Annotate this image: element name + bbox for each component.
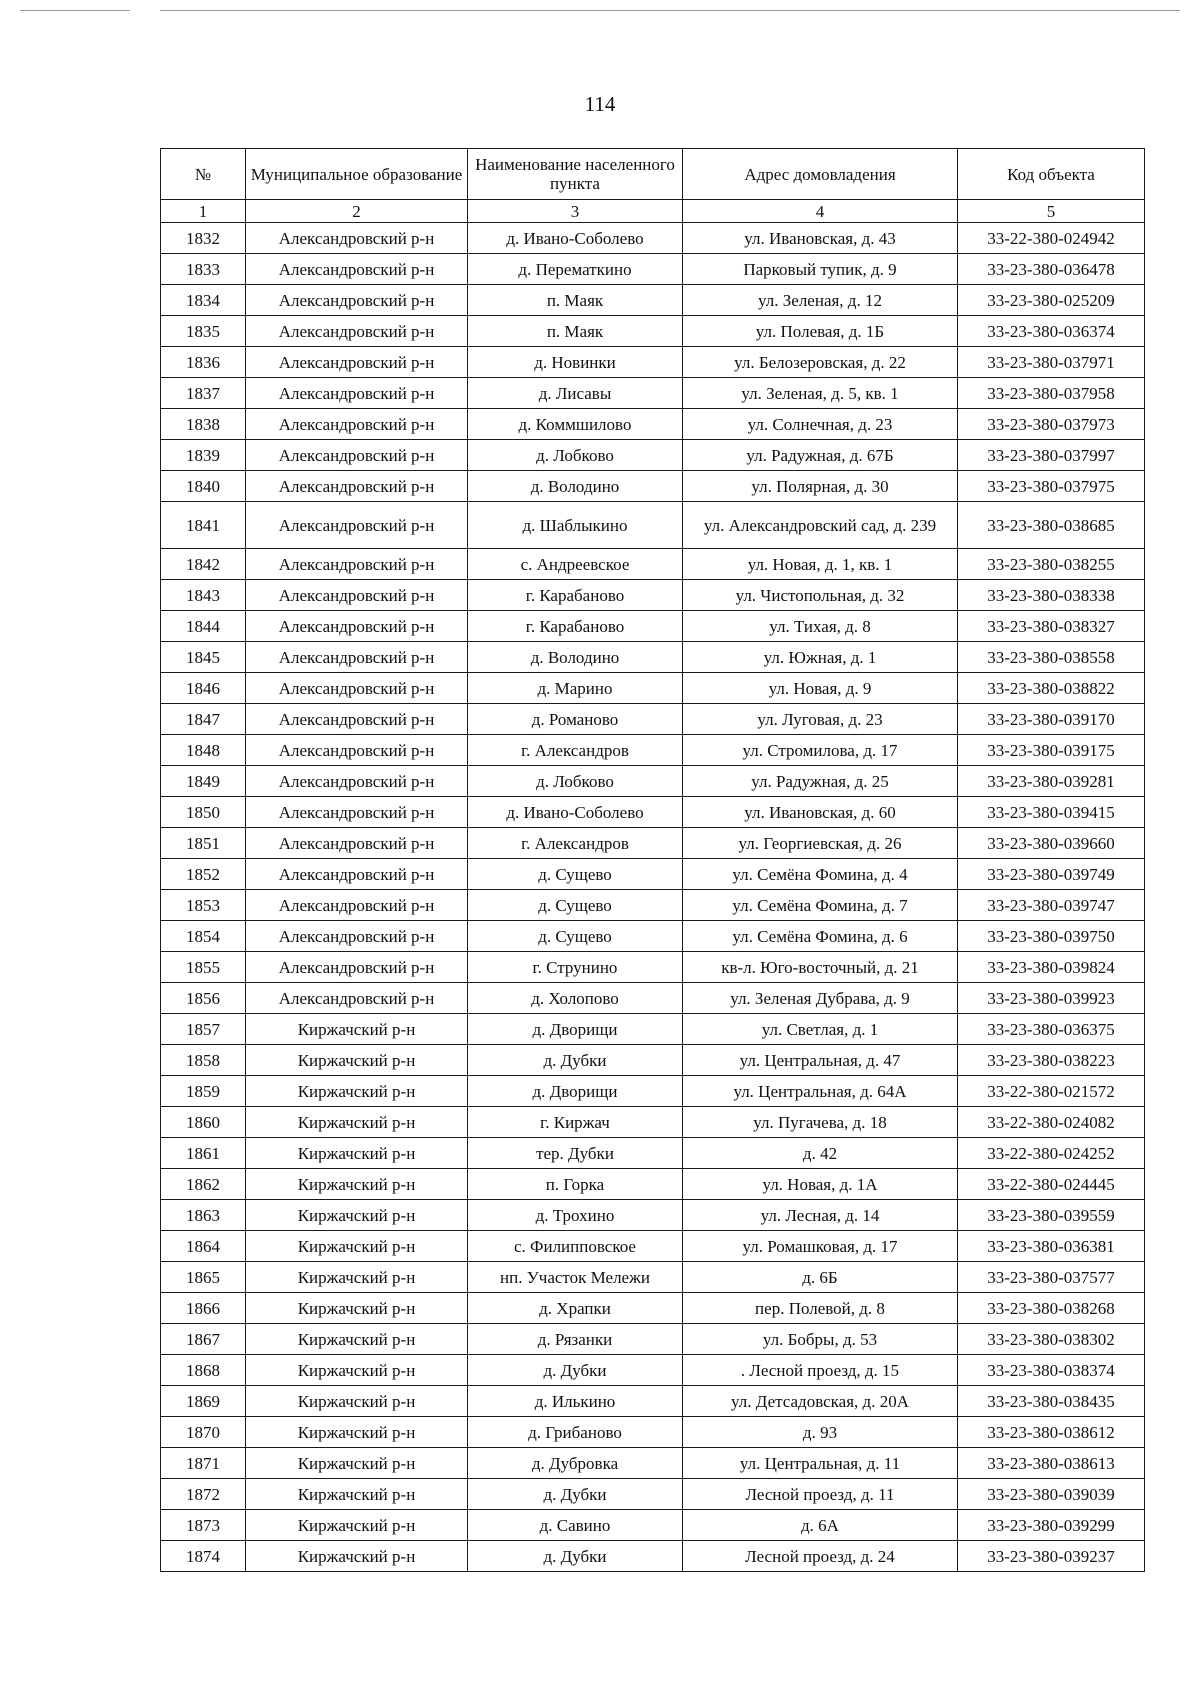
- settlement-cell: д. Дубки: [468, 1045, 683, 1076]
- address-cell: ул. Бобры, д. 53: [683, 1324, 958, 1355]
- row-number-cell: 1854: [161, 921, 246, 952]
- settlement-cell: с. Филипповское: [468, 1231, 683, 1262]
- municipality-cell: Александровский р-н: [246, 766, 468, 797]
- municipality-cell: Александровский р-н: [246, 642, 468, 673]
- row-number-cell: 1864: [161, 1231, 246, 1262]
- municipality-cell: Александровский р-н: [246, 254, 468, 285]
- address-cell: кв-л. Юго-восточный, д. 21: [683, 952, 958, 983]
- scan-top-edge-line: [160, 10, 1180, 11]
- object-code-cell: 33-23-380-039660: [958, 828, 1145, 859]
- settlement-cell: д. Коммшилово: [468, 409, 683, 440]
- address-cell: ул. Радужная, д. 25: [683, 766, 958, 797]
- object-code-cell: 33-23-380-039559: [958, 1200, 1145, 1231]
- row-number-cell: 1835: [161, 316, 246, 347]
- municipality-cell: Киржачский р-н: [246, 1262, 468, 1293]
- address-cell: ул. Полевая, д. 1Б: [683, 316, 958, 347]
- object-code-cell: 33-23-380-037971: [958, 347, 1145, 378]
- settlement-cell: д. Дубки: [468, 1541, 683, 1572]
- municipality-cell: Киржачский р-н: [246, 1231, 468, 1262]
- table-row: [161, 1169, 1145, 1200]
- header-municipality: Муниципальное образование: [246, 149, 468, 200]
- address-cell: д. 6Б: [683, 1262, 958, 1293]
- table-row: [161, 735, 1145, 766]
- address-cell: д. 42: [683, 1138, 958, 1169]
- table-row: [161, 1324, 1145, 1355]
- row-number-cell: 1850: [161, 797, 246, 828]
- municipality-cell: Александровский р-н: [246, 890, 468, 921]
- table-row: [161, 797, 1145, 828]
- address-cell: ул. Центральная, д. 64А: [683, 1076, 958, 1107]
- address-cell: ул. Стромилова, д. 17: [683, 735, 958, 766]
- settlement-cell: нп. Участок Мележи: [468, 1262, 683, 1293]
- municipality-cell: Киржачский р-н: [246, 1510, 468, 1541]
- settlement-cell: д. Лобково: [468, 766, 683, 797]
- address-cell: пер. Полевой, д. 8: [683, 1293, 958, 1324]
- municipality-cell: Александровский р-н: [246, 921, 468, 952]
- address-cell: ул. Центральная, д. 11: [683, 1448, 958, 1479]
- header-settlement: Наименование населенного пункта: [468, 149, 683, 200]
- address-cell: ул. Новая, д. 9: [683, 673, 958, 704]
- address-cell: ул. Семёна Фомина, д. 6: [683, 921, 958, 952]
- municipality-cell: Александровский р-н: [246, 316, 468, 347]
- address-cell: ул. Семёна Фомина, д. 4: [683, 859, 958, 890]
- settlement-cell: п. Маяк: [468, 285, 683, 316]
- table-row: [161, 409, 1145, 440]
- object-code-cell: 33-23-380-039237: [958, 1541, 1145, 1572]
- object-code-cell: 33-23-380-038223: [958, 1045, 1145, 1076]
- table-row: [161, 316, 1145, 347]
- object-code-cell: 33-23-380-038435: [958, 1386, 1145, 1417]
- row-number-cell: 1846: [161, 673, 246, 704]
- row-number-cell: 1847: [161, 704, 246, 735]
- settlement-cell: д. Рязанки: [468, 1324, 683, 1355]
- address-cell: ул. Лесная, д. 14: [683, 1200, 958, 1231]
- settlement-cell: г. Карабаново: [468, 580, 683, 611]
- row-number-cell: 1870: [161, 1417, 246, 1448]
- object-code-cell: 33-22-380-024942: [958, 223, 1145, 254]
- table-row: [161, 828, 1145, 859]
- municipality-cell: Киржачский р-н: [246, 1045, 468, 1076]
- object-code-cell: 33-23-380-038613: [958, 1448, 1145, 1479]
- object-code-cell: 33-23-380-039824: [958, 952, 1145, 983]
- settlement-cell: г. Александров: [468, 735, 683, 766]
- municipality-cell: Киржачский р-н: [246, 1355, 468, 1386]
- object-code-cell: 33-23-380-025209: [958, 285, 1145, 316]
- settlement-cell: д. Сущево: [468, 859, 683, 890]
- table-row: [161, 611, 1145, 642]
- address-cell: ул. Семёна Фомина, д. 7: [683, 890, 958, 921]
- address-cell: ул. Ивановская, д. 43: [683, 223, 958, 254]
- table-row: [161, 766, 1145, 797]
- object-code-cell: 33-23-380-038338: [958, 580, 1145, 611]
- address-cell: ул. Ивановская, д. 60: [683, 797, 958, 828]
- row-number-cell: 1873: [161, 1510, 246, 1541]
- address-cell: ул. Детсадовская, д. 20А: [683, 1386, 958, 1417]
- municipality-cell: Александровский р-н: [246, 952, 468, 983]
- row-number-cell: 1867: [161, 1324, 246, 1355]
- municipality-cell: Александровский р-н: [246, 285, 468, 316]
- table-row: [161, 549, 1145, 580]
- table-row: [161, 1231, 1145, 1262]
- municipality-cell: Киржачский р-н: [246, 1386, 468, 1417]
- address-cell: Лесной проезд, д. 11: [683, 1479, 958, 1510]
- scan-top-edge-line: [20, 10, 130, 11]
- row-number-cell: 1868: [161, 1355, 246, 1386]
- settlement-cell: д. Илькино: [468, 1386, 683, 1417]
- municipality-cell: Александровский р-н: [246, 223, 468, 254]
- table-row: [161, 890, 1145, 921]
- settlement-cell: д. Сущево: [468, 890, 683, 921]
- address-cell: ул. Радужная, д. 67Б: [683, 440, 958, 471]
- object-code-cell: 33-23-380-039747: [958, 890, 1145, 921]
- object-code-cell: 33-23-380-038327: [958, 611, 1145, 642]
- table-row: [161, 952, 1145, 983]
- settlement-cell: д. Ивано-Соболево: [468, 223, 683, 254]
- municipality-cell: Александровский р-н: [246, 673, 468, 704]
- municipality-cell: Киржачский р-н: [246, 1014, 468, 1045]
- municipality-cell: Александровский р-н: [246, 797, 468, 828]
- object-code-cell: 33-23-380-036478: [958, 254, 1145, 285]
- row-number-cell: 1833: [161, 254, 246, 285]
- settlement-cell: д. Володино: [468, 471, 683, 502]
- municipality-cell: Александровский р-н: [246, 471, 468, 502]
- municipality-cell: Александровский р-н: [246, 704, 468, 735]
- table-row: [161, 580, 1145, 611]
- settlement-cell: д. Грибаново: [468, 1417, 683, 1448]
- object-code-cell: 33-23-380-038612: [958, 1417, 1145, 1448]
- table-row: [161, 642, 1145, 673]
- object-code-cell: 33-23-380-037958: [958, 378, 1145, 409]
- municipality-cell: Александровский р-н: [246, 735, 468, 766]
- municipality-cell: Киржачский р-н: [246, 1138, 468, 1169]
- municipality-cell: Киржачский р-н: [246, 1324, 468, 1355]
- municipality-cell: Киржачский р-н: [246, 1293, 468, 1324]
- table-row: [161, 1138, 1145, 1169]
- settlement-cell: д. Марино: [468, 673, 683, 704]
- table-row: [161, 471, 1145, 502]
- column-number: 2: [246, 200, 468, 223]
- settlement-cell: д. Романово: [468, 704, 683, 735]
- object-code-cell: 33-23-380-038255: [958, 549, 1145, 580]
- object-code-cell: 33-23-380-039281: [958, 766, 1145, 797]
- table-row: [161, 1014, 1145, 1045]
- address-cell: ул. Ромашковая, д. 17: [683, 1231, 958, 1262]
- settlement-cell: д. Холопово: [468, 983, 683, 1014]
- municipality-cell: Александровский р-н: [246, 859, 468, 890]
- table-row: [161, 704, 1145, 735]
- address-cell: ул. Зеленая, д. 12: [683, 285, 958, 316]
- table-row: [161, 1355, 1145, 1386]
- table-row: [161, 1510, 1145, 1541]
- settlement-cell: г. Карабаново: [468, 611, 683, 642]
- row-number-cell: 1843: [161, 580, 246, 611]
- row-number-cell: 1872: [161, 1479, 246, 1510]
- settlement-cell: д. Перематкино: [468, 254, 683, 285]
- municipality-cell: Киржачский р-н: [246, 1107, 468, 1138]
- table-row: [161, 285, 1145, 316]
- municipality-cell: Киржачский р-н: [246, 1417, 468, 1448]
- address-cell: ул. Центральная, д. 47: [683, 1045, 958, 1076]
- address-cell: ул. Полярная, д. 30: [683, 471, 958, 502]
- header-address: Адрес домовладения: [683, 149, 958, 200]
- municipality-cell: Александровский р-н: [246, 347, 468, 378]
- row-number-cell: 1839: [161, 440, 246, 471]
- row-number-cell: 1859: [161, 1076, 246, 1107]
- object-code-cell: 33-23-380-038268: [958, 1293, 1145, 1324]
- row-number-cell: 1842: [161, 549, 246, 580]
- settlement-cell: г. Струнино: [468, 952, 683, 983]
- object-code-cell: 33-23-380-038822: [958, 673, 1145, 704]
- object-code-cell: 33-23-380-038685: [958, 502, 1145, 549]
- object-code-cell: 33-23-380-039750: [958, 921, 1145, 952]
- settlement-cell: г. Киржач: [468, 1107, 683, 1138]
- object-code-cell: 33-23-380-038374: [958, 1355, 1145, 1386]
- settlement-cell: с. Андреевское: [468, 549, 683, 580]
- object-code-cell: 33-23-380-039039: [958, 1479, 1145, 1510]
- row-number-cell: 1845: [161, 642, 246, 673]
- settlement-cell: п. Горка: [468, 1169, 683, 1200]
- column-number: 1: [161, 200, 246, 223]
- object-code-cell: 33-23-380-036374: [958, 316, 1145, 347]
- row-number-cell: 1838: [161, 409, 246, 440]
- address-cell: . Лесной проезд, д. 15: [683, 1355, 958, 1386]
- column-number: 3: [468, 200, 683, 223]
- object-code-cell: 33-23-380-038558: [958, 642, 1145, 673]
- table-row: [161, 1448, 1145, 1479]
- municipality-cell: Александровский р-н: [246, 549, 468, 580]
- object-code-cell: 33-22-380-024082: [958, 1107, 1145, 1138]
- row-number-cell: 1865: [161, 1262, 246, 1293]
- table-header-row: [161, 149, 1145, 200]
- object-code-cell: 33-22-380-024445: [958, 1169, 1145, 1200]
- municipality-cell: Александровский р-н: [246, 440, 468, 471]
- row-number-cell: 1858: [161, 1045, 246, 1076]
- settlement-cell: д. Трохино: [468, 1200, 683, 1231]
- municipality-cell: Александровский р-н: [246, 580, 468, 611]
- address-cell: ул. Луговая, д. 23: [683, 704, 958, 735]
- column-number: 4: [683, 200, 958, 223]
- object-code-cell: 33-23-380-037997: [958, 440, 1145, 471]
- table-row: [161, 1293, 1145, 1324]
- address-cell: ул. Чистопольная, д. 32: [683, 580, 958, 611]
- settlement-cell: д. Дубровка: [468, 1448, 683, 1479]
- address-cell: ул. Георгиевская, д. 26: [683, 828, 958, 859]
- object-code-cell: 33-23-380-039175: [958, 735, 1145, 766]
- table-row: [161, 502, 1145, 549]
- table-row: [161, 1107, 1145, 1138]
- settlement-cell: п. Маяк: [468, 316, 683, 347]
- settlement-cell: д. Володино: [468, 642, 683, 673]
- table-row: [161, 223, 1145, 254]
- row-number-cell: 1855: [161, 952, 246, 983]
- object-code-cell: 33-22-380-021572: [958, 1076, 1145, 1107]
- table-row: [161, 1045, 1145, 1076]
- municipality-cell: Киржачский р-н: [246, 1541, 468, 1572]
- settlement-cell: тер. Дубки: [468, 1138, 683, 1169]
- row-number-cell: 1863: [161, 1200, 246, 1231]
- address-cell: Лесной проезд, д. 24: [683, 1541, 958, 1572]
- object-code-cell: 33-23-380-037973: [958, 409, 1145, 440]
- municipality-cell: Киржачский р-н: [246, 1169, 468, 1200]
- row-number-cell: 1857: [161, 1014, 246, 1045]
- row-number-cell: 1836: [161, 347, 246, 378]
- table-row: [161, 1076, 1145, 1107]
- row-number-cell: 1861: [161, 1138, 246, 1169]
- object-code-cell: 33-23-380-039415: [958, 797, 1145, 828]
- object-code-cell: 33-23-380-039170: [958, 704, 1145, 735]
- settlement-cell: д. Лисавы: [468, 378, 683, 409]
- municipality-cell: Киржачский р-н: [246, 1448, 468, 1479]
- settlement-cell: д. Ивано-Соболево: [468, 797, 683, 828]
- table-row: [161, 440, 1145, 471]
- table-row: [161, 673, 1145, 704]
- row-number-cell: 1851: [161, 828, 246, 859]
- table-row: [161, 1417, 1145, 1448]
- address-cell: д. 93: [683, 1417, 958, 1448]
- column-number: 5: [958, 200, 1145, 223]
- page-number: 114: [584, 92, 616, 116]
- table-row: [161, 1479, 1145, 1510]
- table-row: [161, 921, 1145, 952]
- row-number-cell: 1832: [161, 223, 246, 254]
- row-number-cell: 1871: [161, 1448, 246, 1479]
- address-cell: ул. Зеленая Дубрава, д. 9: [683, 983, 958, 1014]
- municipality-cell: Александровский р-н: [246, 983, 468, 1014]
- municipality-cell: Александровский р-н: [246, 378, 468, 409]
- settlement-cell: д. Сущево: [468, 921, 683, 952]
- object-code-cell: 33-23-380-039923: [958, 983, 1145, 1014]
- address-cell: ул. Белозеровская, д. 22: [683, 347, 958, 378]
- address-cell: ул. Солнечная, д. 23: [683, 409, 958, 440]
- row-number-cell: 1841: [161, 502, 246, 549]
- table-row: [161, 1386, 1145, 1417]
- municipality-cell: Киржачский р-н: [246, 1076, 468, 1107]
- table-row: [161, 859, 1145, 890]
- municipality-cell: Киржачский р-н: [246, 1479, 468, 1510]
- table-row: [161, 254, 1145, 285]
- address-cell: ул. Новая, д. 1А: [683, 1169, 958, 1200]
- municipality-cell: Александровский р-н: [246, 502, 468, 549]
- row-number-cell: 1860: [161, 1107, 246, 1138]
- row-number-cell: 1834: [161, 285, 246, 316]
- table-row: [161, 1541, 1145, 1572]
- row-number-cell: 1853: [161, 890, 246, 921]
- object-code-cell: 33-23-380-036381: [958, 1231, 1145, 1262]
- row-number-cell: 1840: [161, 471, 246, 502]
- address-cell: ул. Тихая, д. 8: [683, 611, 958, 642]
- object-code-cell: 33-23-380-039299: [958, 1510, 1145, 1541]
- address-cell: ул. Южная, д. 1: [683, 642, 958, 673]
- row-number-cell: 1874: [161, 1541, 246, 1572]
- settlement-cell: д. Дубки: [468, 1479, 683, 1510]
- municipality-cell: Александровский р-н: [246, 611, 468, 642]
- settlement-cell: г. Александров: [468, 828, 683, 859]
- object-code-cell: 33-23-380-037577: [958, 1262, 1145, 1293]
- address-cell: ул. Пугачева, д. 18: [683, 1107, 958, 1138]
- settlement-cell: д. Дворищи: [468, 1014, 683, 1045]
- municipality-cell: Киржачский р-н: [246, 1200, 468, 1231]
- settlement-cell: д. Шаблыкино: [468, 502, 683, 549]
- row-number-cell: 1837: [161, 378, 246, 409]
- object-code-cell: 33-23-380-039749: [958, 859, 1145, 890]
- settlement-cell: д. Савино: [468, 1510, 683, 1541]
- table-row: [161, 378, 1145, 409]
- row-number-cell: 1852: [161, 859, 246, 890]
- settlement-cell: д. Дворищи: [468, 1076, 683, 1107]
- header-object-code: Код объекта: [958, 149, 1145, 200]
- settlement-cell: д. Дубки: [468, 1355, 683, 1386]
- table-row: [161, 1200, 1145, 1231]
- object-code-cell: 33-23-380-038302: [958, 1324, 1145, 1355]
- households-table: [160, 148, 1145, 1572]
- address-cell: ул. Светлая, д. 1: [683, 1014, 958, 1045]
- column-number-row: [161, 200, 1145, 223]
- header-number: №: [161, 149, 246, 200]
- object-code-cell: 33-23-380-037975: [958, 471, 1145, 502]
- address-cell: ул. Новая, д. 1, кв. 1: [683, 549, 958, 580]
- table-row: [161, 1262, 1145, 1293]
- row-number-cell: 1866: [161, 1293, 246, 1324]
- row-number-cell: 1862: [161, 1169, 246, 1200]
- municipality-cell: Александровский р-н: [246, 409, 468, 440]
- table-row: [161, 347, 1145, 378]
- row-number-cell: 1856: [161, 983, 246, 1014]
- object-code-cell: 33-22-380-024252: [958, 1138, 1145, 1169]
- address-cell: д. 6А: [683, 1510, 958, 1541]
- row-number-cell: 1844: [161, 611, 246, 642]
- settlement-cell: д. Лобково: [468, 440, 683, 471]
- address-cell: ул. Александровский сад, д. 239: [683, 502, 958, 549]
- settlement-cell: д. Храпки: [468, 1293, 683, 1324]
- object-code-cell: 33-23-380-036375: [958, 1014, 1145, 1045]
- row-number-cell: 1869: [161, 1386, 246, 1417]
- row-number-cell: 1848: [161, 735, 246, 766]
- municipality-cell: Александровский р-н: [246, 828, 468, 859]
- address-cell: Парковый тупик, д. 9: [683, 254, 958, 285]
- address-cell: ул. Зеленая, д. 5, кв. 1: [683, 378, 958, 409]
- row-number-cell: 1849: [161, 766, 246, 797]
- settlement-cell: д. Новинки: [468, 347, 683, 378]
- table-row: [161, 983, 1145, 1014]
